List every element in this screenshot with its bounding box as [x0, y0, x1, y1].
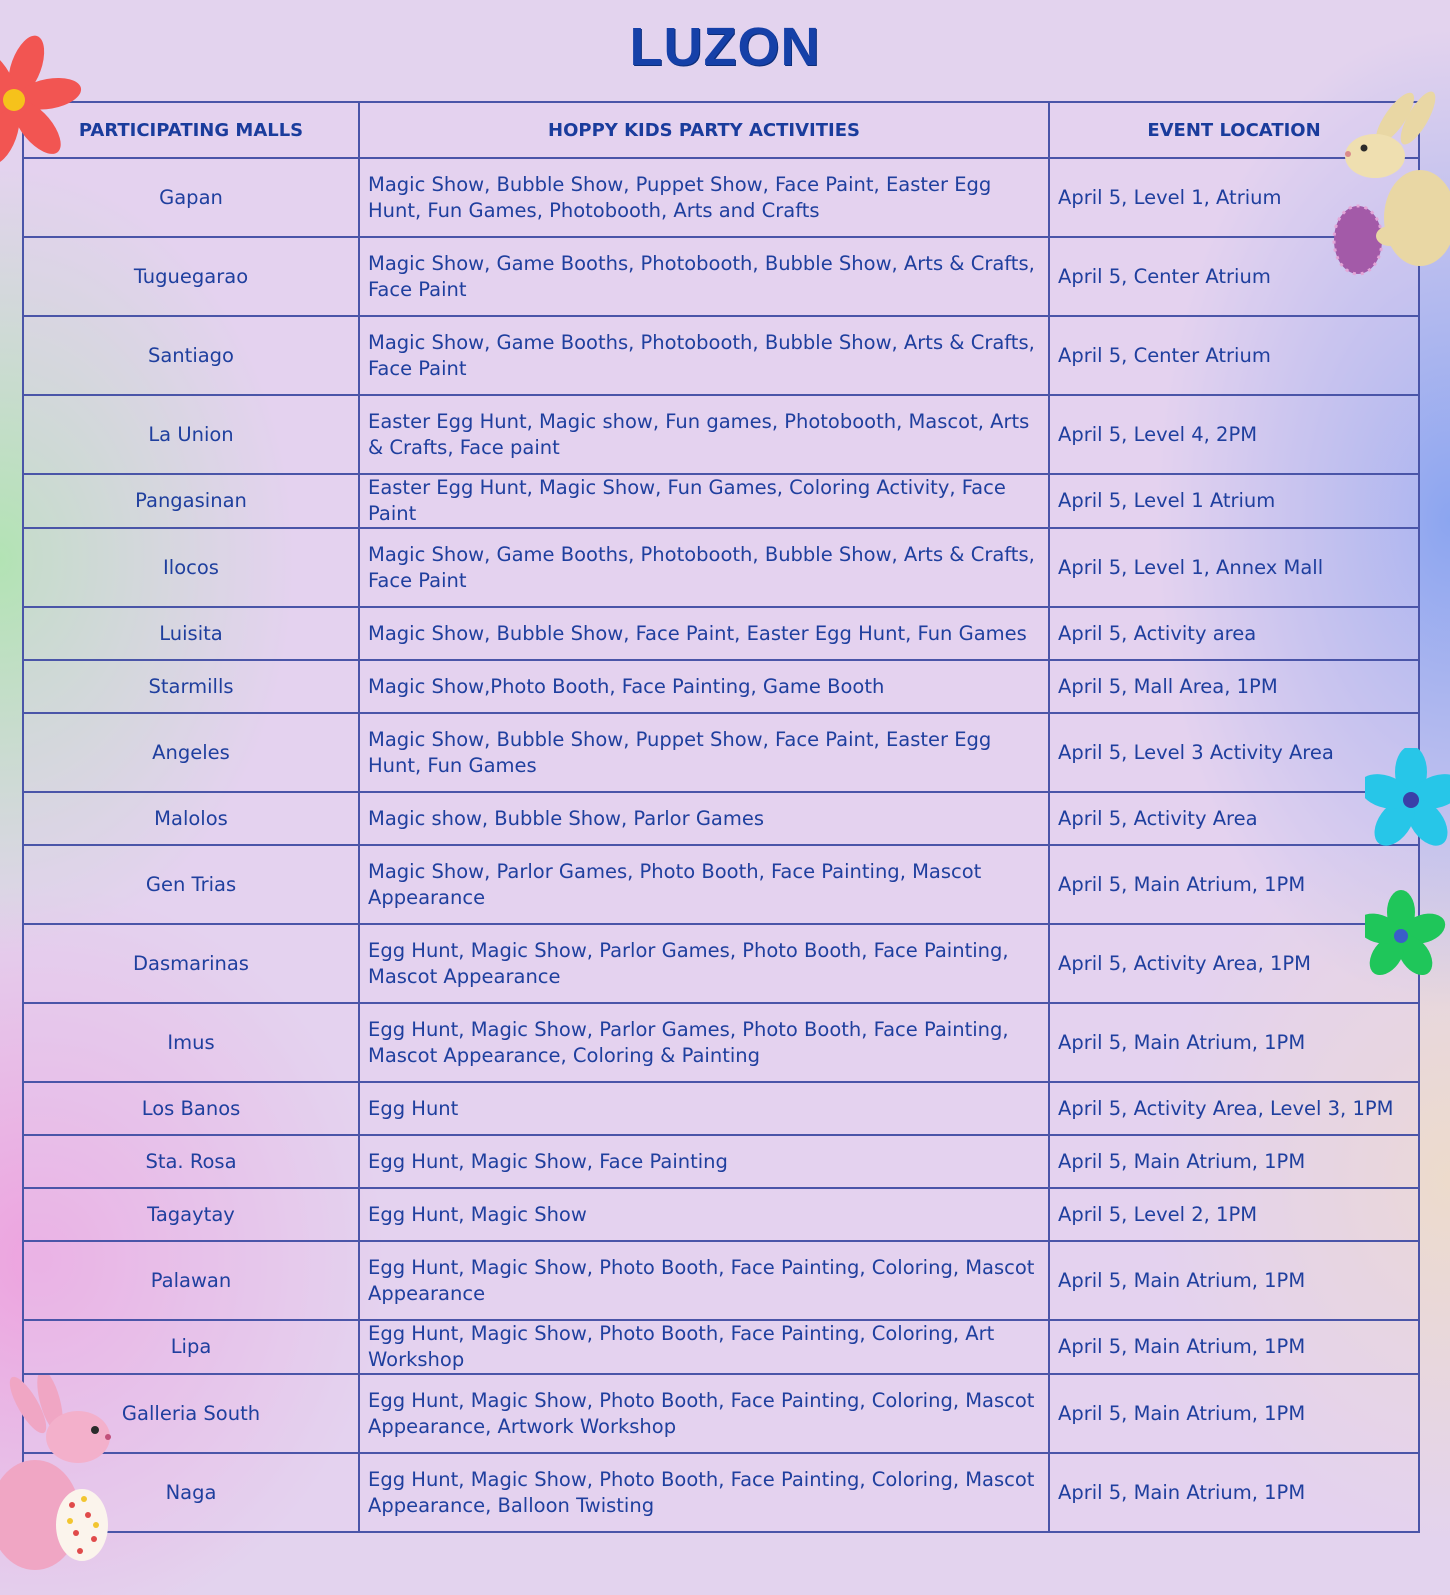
activities-cell: Magic Show, Bubble Show, Puppet Show, Face Paint, Easter Egg Hunt, Fun Games	[359, 713, 1049, 792]
column-header-activities: HOPPY KIDS PARTY ACTIVITIES	[359, 102, 1049, 158]
mall-name: Luisita	[23, 607, 359, 660]
header-row	[23, 102, 1419, 158]
location-cell: April 5, Activity Area, Level 3, 1PM	[1049, 1082, 1419, 1135]
location-cell: April 5, Main Atrium, 1PM	[1049, 1241, 1419, 1320]
blue-flower-icon	[1365, 748, 1450, 873]
table-row	[23, 1241, 1419, 1320]
table-row	[23, 713, 1419, 792]
red-flower-icon	[0, 30, 95, 170]
table-row	[23, 845, 1419, 924]
location-cell: April 5, Activity Area	[1049, 792, 1419, 845]
mall-name: Starmills	[23, 660, 359, 713]
table-row	[23, 474, 1419, 528]
location-cell: April 5, Main Atrium, 1PM	[1049, 1453, 1419, 1532]
location-cell: April 5, Center Atrium	[1049, 316, 1419, 395]
mall-name: Malolos	[23, 792, 359, 845]
activities-cell: Egg Hunt	[359, 1082, 1049, 1135]
page-title: LUZON	[629, 17, 821, 77]
mall-name: Pangasinan	[23, 474, 359, 528]
table-row	[23, 1453, 1419, 1532]
mall-name: Ilocos	[23, 528, 359, 607]
location-cell: April 5, Level 3 Activity Area	[1049, 713, 1419, 792]
table-row	[23, 1003, 1419, 1082]
table-row	[23, 924, 1419, 1003]
location-cell: April 5, Main Atrium, 1PM	[1049, 845, 1419, 924]
activities-cell: Egg Hunt, Magic Show, Photo Booth, Face Painting, Coloring, Mascot Appearance, Balloon Twisting	[359, 1453, 1049, 1532]
mall-name: Tuguegarao	[23, 237, 359, 316]
location-cell: April 5, Level 4, 2PM	[1049, 395, 1419, 474]
mall-name: La Union	[23, 395, 359, 474]
table-row	[23, 316, 1419, 395]
location-cell: April 5, Level 1 Atrium	[1049, 474, 1419, 528]
table-row	[23, 1082, 1419, 1135]
mall-name: Dasmarinas	[23, 924, 359, 1003]
activities-cell: Egg Hunt, Magic Show, Face Painting	[359, 1135, 1049, 1188]
activities-cell: Easter Egg Hunt, Magic Show, Fun Games, Coloring Activity, Face Paint	[359, 474, 1049, 528]
table-row	[23, 395, 1419, 474]
activities-cell: Magic Show, Bubble Show, Puppet Show, Face Paint, Easter Egg Hunt, Fun Games, Photobooth, Arts and Crafts	[359, 158, 1049, 237]
activities-cell: Egg Hunt, Magic Show, Photo Booth, Face Painting, Coloring, Mascot Appearance, Artwork Workshop	[359, 1374, 1049, 1453]
location-cell: April 5, Level 2, 1PM	[1049, 1188, 1419, 1241]
mall-name: Los Banos	[23, 1082, 359, 1135]
location-cell: April 5, Activity Area, 1PM	[1049, 924, 1419, 1003]
activities-cell: Egg Hunt, Magic Show	[359, 1188, 1049, 1241]
schedule-table	[22, 101, 1420, 1533]
mall-name: Palawan	[23, 1241, 359, 1320]
mall-name: Imus	[23, 1003, 359, 1082]
activities-cell: Egg Hunt, Magic Show, Photo Booth, Face Painting, Coloring, Mascot Appearance	[359, 1241, 1049, 1320]
activities-cell: Egg Hunt, Magic Show, Parlor Games, Photo Booth, Face Painting, Mascot Appearance, Coloring & Painting	[359, 1003, 1049, 1082]
table-row	[23, 158, 1419, 237]
activities-cell: Egg Hunt, Magic Show, Parlor Games, Photo Booth, Face Painting, Mascot Appearance	[359, 924, 1049, 1003]
table-row	[23, 792, 1419, 845]
column-header-malls: PARTICIPATING MALLS	[23, 102, 359, 158]
activities-cell: Magic Show,Photo Booth, Face Painting, Game Booth	[359, 660, 1049, 713]
mall-name: Santiago	[23, 316, 359, 395]
activities-cell: Magic show, Bubble Show, Parlor Games	[359, 792, 1049, 845]
mall-name: Gapan	[23, 158, 359, 237]
location-cell: April 5, Level 1, Atrium	[1049, 158, 1419, 237]
activities-cell: Magic Show, Parlor Games, Photo Booth, Face Painting, Mascot Appearance	[359, 845, 1049, 924]
mall-name: Tagaytay	[23, 1188, 359, 1241]
table-row	[23, 237, 1419, 316]
activities-cell: Magic Show, Game Booths, Photobooth, Bubble Show, Arts & Crafts, Face Paint	[359, 316, 1049, 395]
table-row	[23, 528, 1419, 607]
bunny-egg-icon	[1330, 88, 1450, 288]
table-row	[23, 1135, 1419, 1188]
location-cell: April 5, Mall Area, 1PM	[1049, 660, 1419, 713]
table-row	[23, 1374, 1419, 1453]
mall-name: Sta. Rosa	[23, 1135, 359, 1188]
location-cell: April 5, Main Atrium, 1PM	[1049, 1320, 1419, 1374]
table-row	[23, 660, 1419, 713]
mall-name: Lipa	[23, 1320, 359, 1374]
table-row	[23, 1320, 1419, 1374]
activities-cell: Magic Show, Bubble Show, Face Paint, Easter Egg Hunt, Fun Games	[359, 607, 1049, 660]
location-cell: April 5, Main Atrium, 1PM	[1049, 1003, 1419, 1082]
location-cell: April 5, Center Atrium	[1049, 237, 1419, 316]
green-flower-icon	[1365, 888, 1450, 988]
column-header-location: EVENT LOCATION	[1049, 102, 1419, 158]
activities-cell: Easter Egg Hunt, Magic show, Fun games, Photobooth, Mascot, Arts & Crafts, Face paint	[359, 395, 1049, 474]
table-row	[23, 1188, 1419, 1241]
location-cell: April 5, Main Atrium, 1PM	[1049, 1374, 1419, 1453]
activities-cell: Egg Hunt, Magic Show, Photo Booth, Face Painting, Coloring, Art Workshop	[359, 1320, 1049, 1374]
location-cell: April 5, Main Atrium, 1PM	[1049, 1135, 1419, 1188]
activities-cell: Magic Show, Game Booths, Photobooth, Bubble Show, Arts & Crafts, Face Paint	[359, 237, 1049, 316]
mall-name: Galleria South	[23, 1374, 359, 1453]
pink-bunny-icon	[0, 1375, 120, 1585]
location-cell: April 5, Activity area	[1049, 607, 1419, 660]
mall-name: Naga	[23, 1453, 359, 1532]
location-cell: April 5, Level 1, Annex Mall	[1049, 528, 1419, 607]
mall-name: Angeles	[23, 713, 359, 792]
activities-cell: Magic Show, Game Booths, Photobooth, Bubble Show, Arts & Crafts, Face Paint	[359, 528, 1049, 607]
mall-name: Gen Trias	[23, 845, 359, 924]
table-row	[23, 607, 1419, 660]
